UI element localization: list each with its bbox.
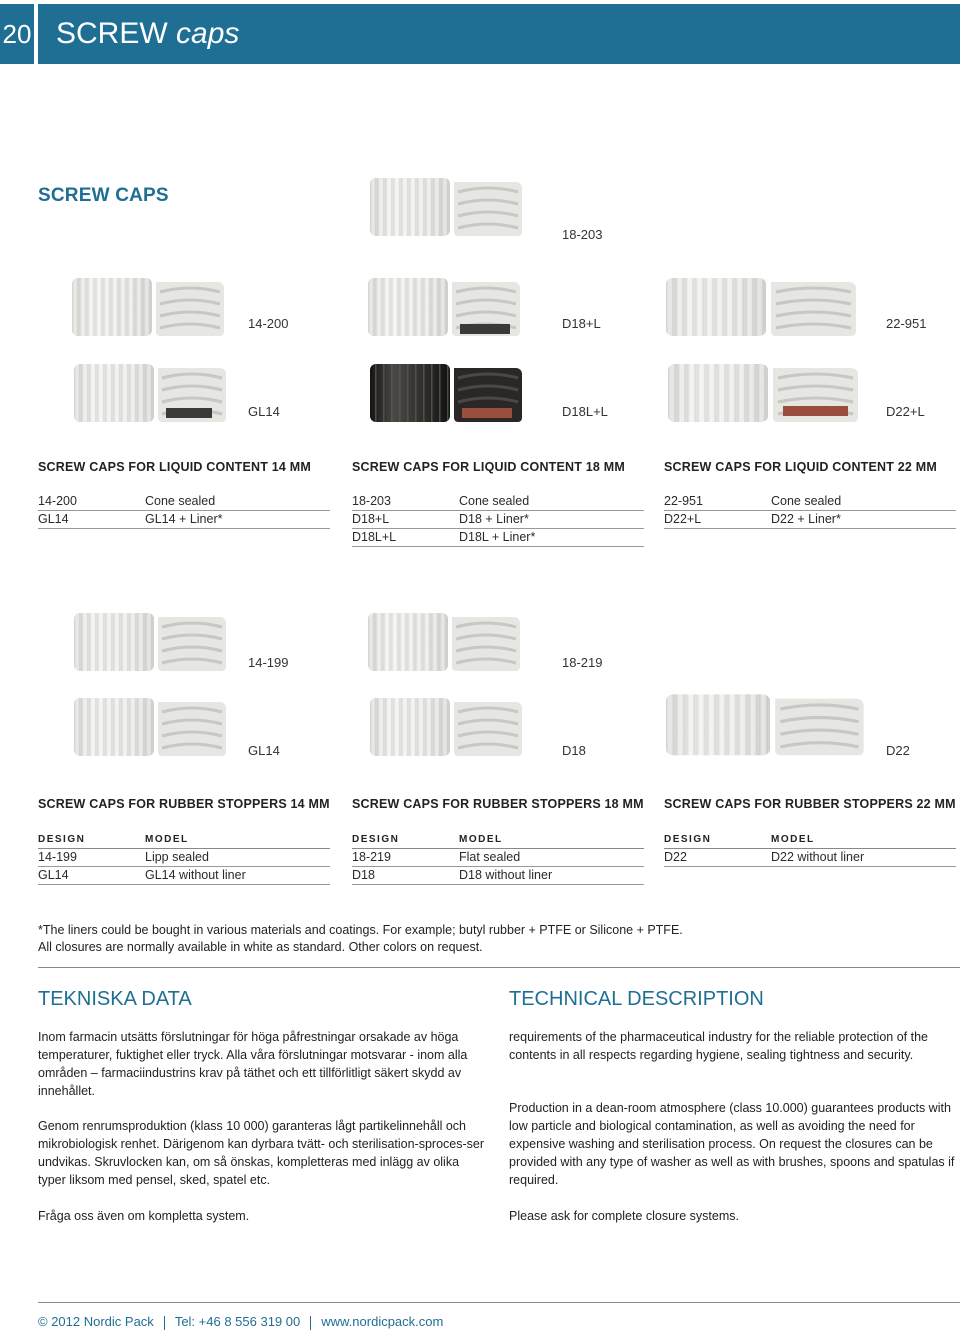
table-row: [38, 493, 330, 511]
section-divider: [38, 967, 960, 968]
design-header: DESIGN: [664, 834, 712, 845]
group-title: SCREW CAPS FOR RUBBER STOPPERS 22 MM: [664, 797, 956, 811]
model-cell: GL14 without liner: [145, 868, 246, 882]
cap-image-d22l: [668, 356, 868, 432]
model-cell: D18 without liner: [459, 868, 553, 882]
design-cell: D22+L: [664, 512, 702, 526]
liquid-table-14: [38, 493, 330, 529]
section-title: SCREW CAPS: [38, 185, 169, 206]
table-row: [352, 867, 644, 885]
page-title: [56, 4, 239, 64]
group-title: SCREW CAPS FOR LIQUID CONTENT 18 MM: [352, 460, 625, 474]
design-cell: D18: [352, 868, 375, 882]
cap-image-d18: [370, 690, 530, 766]
title-italic: caps: [176, 17, 240, 50]
rubber-table-18: [352, 834, 644, 885]
group-title: SCREW CAPS FOR LIQUID CONTENT 14 MM: [38, 460, 311, 474]
cap-image-d22: [666, 686, 876, 766]
cap-label: D18: [562, 743, 586, 758]
liquid-table-18: [352, 493, 644, 547]
table-row: [352, 493, 644, 511]
model-cell: D22 + Liner*: [771, 512, 841, 526]
model-cell: Lipp sealed: [145, 850, 209, 864]
english-paragraph-1: requirements of the pharmaceutical industry for the reliable protection of the contents in all respects regarding hygiene, sealing tightness and security.: [509, 1030, 928, 1062]
model-cell: D22 without liner: [771, 850, 865, 864]
table-header: [664, 834, 956, 849]
website-link[interactable]: www.nordicpack.com: [321, 1314, 444, 1329]
phone: Tel: +46 8 556 319 00: [174, 1314, 301, 1329]
model-cell: D18 + Liner*: [459, 512, 529, 526]
page-header: [38, 4, 960, 64]
group-title: SCREW CAPS FOR RUBBER STOPPERS 14 MM: [38, 797, 330, 811]
cap-image-18-203: [370, 170, 530, 246]
model-cell: Flat sealed: [459, 850, 521, 864]
model-header: MODEL: [771, 834, 815, 845]
table-row: [664, 511, 956, 529]
design-cell: 14-200: [38, 494, 77, 508]
table-row: [352, 511, 644, 529]
cap-label: GL14: [248, 404, 280, 419]
color-note: All closures are normally available in white as standard. Other colors on request.: [38, 940, 483, 954]
table-row: [38, 511, 330, 529]
english-title: TECHNICAL DESCRIPTION: [509, 988, 764, 1010]
cap-image-gl14: [74, 356, 234, 432]
design-cell: 22-951: [664, 494, 703, 508]
model-cell: Cone sealed: [145, 494, 216, 508]
swedish-paragraph-1: Inom farmacin utsätts förslutningar för höga påfrestningar orsakade av höga temperaturer, fuktighet eller tryck. Alla våra förslutningar motsvarar - inom alla områden – farmaciindustrins krav på täthet och ett tillförlitligt säkert skydd av innehållet.: [38, 1030, 468, 1098]
table-row: [352, 849, 644, 867]
design-cell: GL14: [38, 868, 69, 882]
cap-label: D18L+L: [562, 404, 608, 419]
cap-label: D18+L: [562, 316, 601, 331]
cap-image-14-199: [74, 605, 234, 681]
liquid-table-22: [664, 493, 956, 529]
design-cell: 18-203: [352, 494, 391, 508]
cap-image-22-951: [666, 270, 866, 346]
design-cell: 18-219: [352, 850, 391, 864]
design-cell: D18+L: [352, 512, 390, 526]
table-row: [664, 493, 956, 511]
liner-note: *The liners could be bought in various materials and coatings. For example; butyl rubber + PTFE or Silicone + PTFE.: [38, 923, 683, 937]
cap-label: 14-199: [248, 655, 289, 670]
model-header: MODEL: [459, 834, 503, 845]
page-number: 20: [0, 4, 34, 64]
design-header: DESIGN: [38, 834, 86, 845]
table-header: [38, 834, 330, 849]
cap-image-18-219: [368, 605, 528, 681]
design-cell: 14-199: [38, 850, 77, 864]
cap-label: D22+L: [886, 404, 925, 419]
cap-image-gl14-rubber: [74, 690, 234, 766]
cap-label: D22: [886, 743, 910, 758]
group-title: SCREW CAPS FOR RUBBER STOPPERS 18 MM: [352, 797, 644, 811]
table-row: [38, 849, 330, 867]
separator: [164, 1316, 165, 1330]
copyright: © 2012 Nordic Pack: [38, 1314, 154, 1329]
group-title: SCREW CAPS FOR LIQUID CONTENT 22 MM: [664, 460, 937, 474]
model-cell: D18L + Liner*: [459, 530, 536, 544]
cap-image-d18l: [368, 270, 528, 346]
english-paragraph-2: Production in a dean-room atmosphere (class 10.000) guarantees products with low particle and biological contamination, as well as avoiding the need for expensive washing and sterilisation process. On request the closures can be provided with any type of washer as well as with brushes, spoons and spatulas if required.: [509, 1101, 955, 1187]
table-header: [352, 834, 644, 849]
cap-label: 18-219: [562, 655, 603, 670]
swedish-paragraph-3: Fråga oss även om kompletta system.: [38, 1209, 250, 1223]
model-header: MODEL: [145, 834, 189, 845]
design-cell: D22: [664, 850, 687, 864]
cap-label: 14-200: [248, 316, 289, 331]
title-main: SCREW: [56, 17, 168, 50]
swedish-title: TEKNISKA DATA: [38, 988, 192, 1010]
table-row: [38, 867, 330, 885]
cap-image-14-200: [72, 270, 232, 346]
design-cell: GL14: [38, 512, 69, 526]
model-cell: Cone sealed: [459, 494, 530, 508]
design-cell: D18L+L: [352, 530, 397, 544]
cap-image-d18ll: [370, 356, 530, 432]
cap-label: 18-203: [562, 227, 603, 242]
model-cell: GL14 + Liner*: [145, 512, 223, 526]
swedish-paragraph-2: Genom renrumsproduktion (klass 10 000) garanteras lågt partikelinnehåll och mikrobiologisk renhet. Därigenom kan dyrbara tvätt- och sterilisation-sproces-ser undvikas. Skruvlocken kan, om så önskas, kompletteras med inlägg av olika typer liksom med pensel, sked, spatel etc.: [38, 1119, 485, 1187]
english-paragraph-3: Please ask for complete closure systems.: [509, 1209, 739, 1223]
table-row: [664, 849, 956, 867]
table-row: [352, 529, 644, 547]
design-header: DESIGN: [352, 834, 400, 845]
footer: [38, 1314, 443, 1330]
separator: [310, 1316, 311, 1330]
rubber-table-14: [38, 834, 330, 885]
model-cell: Cone sealed: [771, 494, 842, 508]
cap-label: GL14: [248, 743, 280, 758]
cap-label: 22-951: [886, 316, 927, 331]
footer-divider: [38, 1302, 960, 1303]
rubber-table-22: [664, 834, 956, 867]
